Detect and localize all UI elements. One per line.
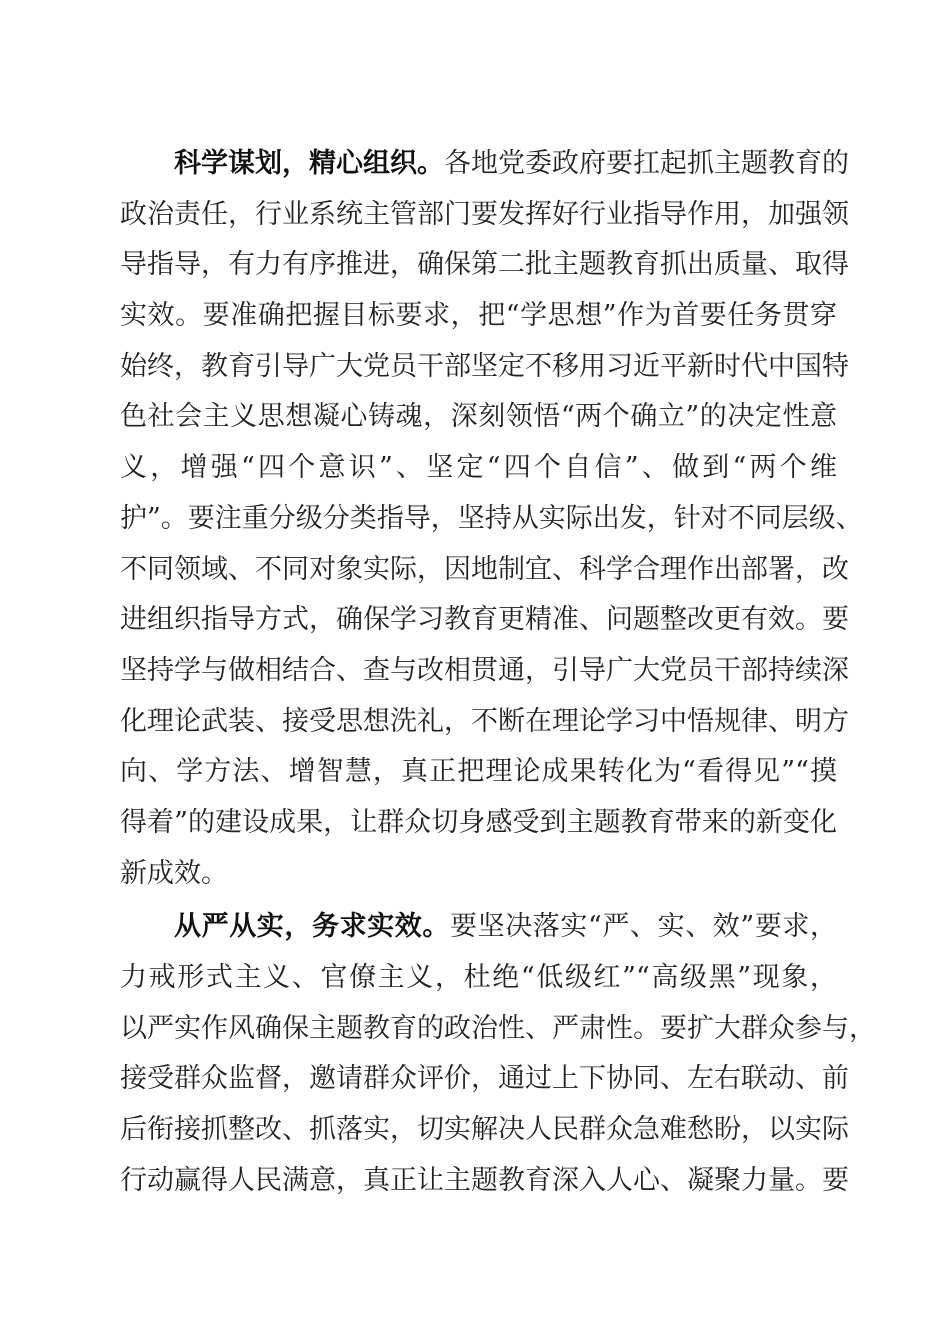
paragraph-2-first-line [120, 902, 837, 953]
paragraph-2-line-1: 要坚决落实“严、实、效”要求， [450, 911, 838, 943]
paragraph-1-line-12: 化理论武装、接受思想洗礼，不断在理论学习中悟规律、明方 [120, 705, 849, 737]
paragraph-1-line-5: 始终，教育引导广大党员干部坚定不移用习近平新时代中国特 [120, 350, 849, 382]
paragraph-1-line-11: 坚持学与做相结合、查与改相贯通，引导广大党员干部持续深 [120, 654, 849, 686]
paragraph-1-line-9: 不同领域、不同对象实际，因地制宜、科学合理作出部署，改 [120, 553, 849, 585]
paragraph-2-line-2: 力戒形式主义、官僚主义，杜绝“低级红”“高级黑”现象， [120, 962, 837, 993]
paragraph-1-line-10: 进组织指导方式，确保学习教育更精准、问题整改更有效。要 [120, 604, 849, 636]
paragraph-1-line-3: 导指导，有力有序推进，确保第二批主题教育抓出质量、取得 [120, 249, 849, 281]
paragraph-1-line-6: 色社会主义思想凝心铸魂，深刻领悟“两个确立”的决定性意 [120, 401, 837, 433]
paragraph-1-heading: 科学谋划，精心组织。 [174, 148, 444, 179]
paragraph-1-line-15: 新成效。 [120, 857, 228, 889]
paragraph-1-line-1: 各地党委政府要扛起抓主题教育的 [444, 148, 849, 179]
paragraph-2-line-5: 后衔接抓整改、抓落实，切实解决人民群众急难愁盼，以实际 [120, 1114, 849, 1146]
paragraph-1-line-13: 向、学方法、增智慧，真正把理论成果转化为“看得见”“摸 [120, 756, 837, 788]
paragraph-1-line-2: 政治责任，行业系统主管部门要发挥好行业指导作用，加强领 [120, 198, 849, 230]
paragraph-1-line-4: 实效。要准确把握目标要求，把“学思想”作为首要任务贯穿 [120, 300, 837, 332]
paragraph-1-first-line [120, 139, 849, 190]
paragraph-2-line-3: 以严实作风确保主题教育的政治性、严肃性。要扩大群众参与， [120, 1012, 876, 1044]
paragraph-1-line-7: 义，增强“四个意识”、坚定“四个自信”、做到“两个维 [120, 452, 837, 484]
paragraph-2-line-4: 接受群众监督，邀请群众评价，通过上下协同、左右联动、前 [120, 1063, 849, 1095]
document-body [120, 139, 876, 1206]
paragraph-2-line-6: 行动赢得人民满意，真正让主题教育深入人心、凝聚力量。要 [120, 1164, 849, 1196]
paragraph-1-line-14: 得着”的建设成果，让群众切身感受到主题教育带来的新变化 [120, 806, 837, 838]
paragraph-1-line-8: 护”。要注重分级分类指导，坚持从实际出发，针对不同层级、 [120, 502, 863, 534]
paragraph-2-heading: 从严从实，务求实效。 [174, 911, 450, 943]
